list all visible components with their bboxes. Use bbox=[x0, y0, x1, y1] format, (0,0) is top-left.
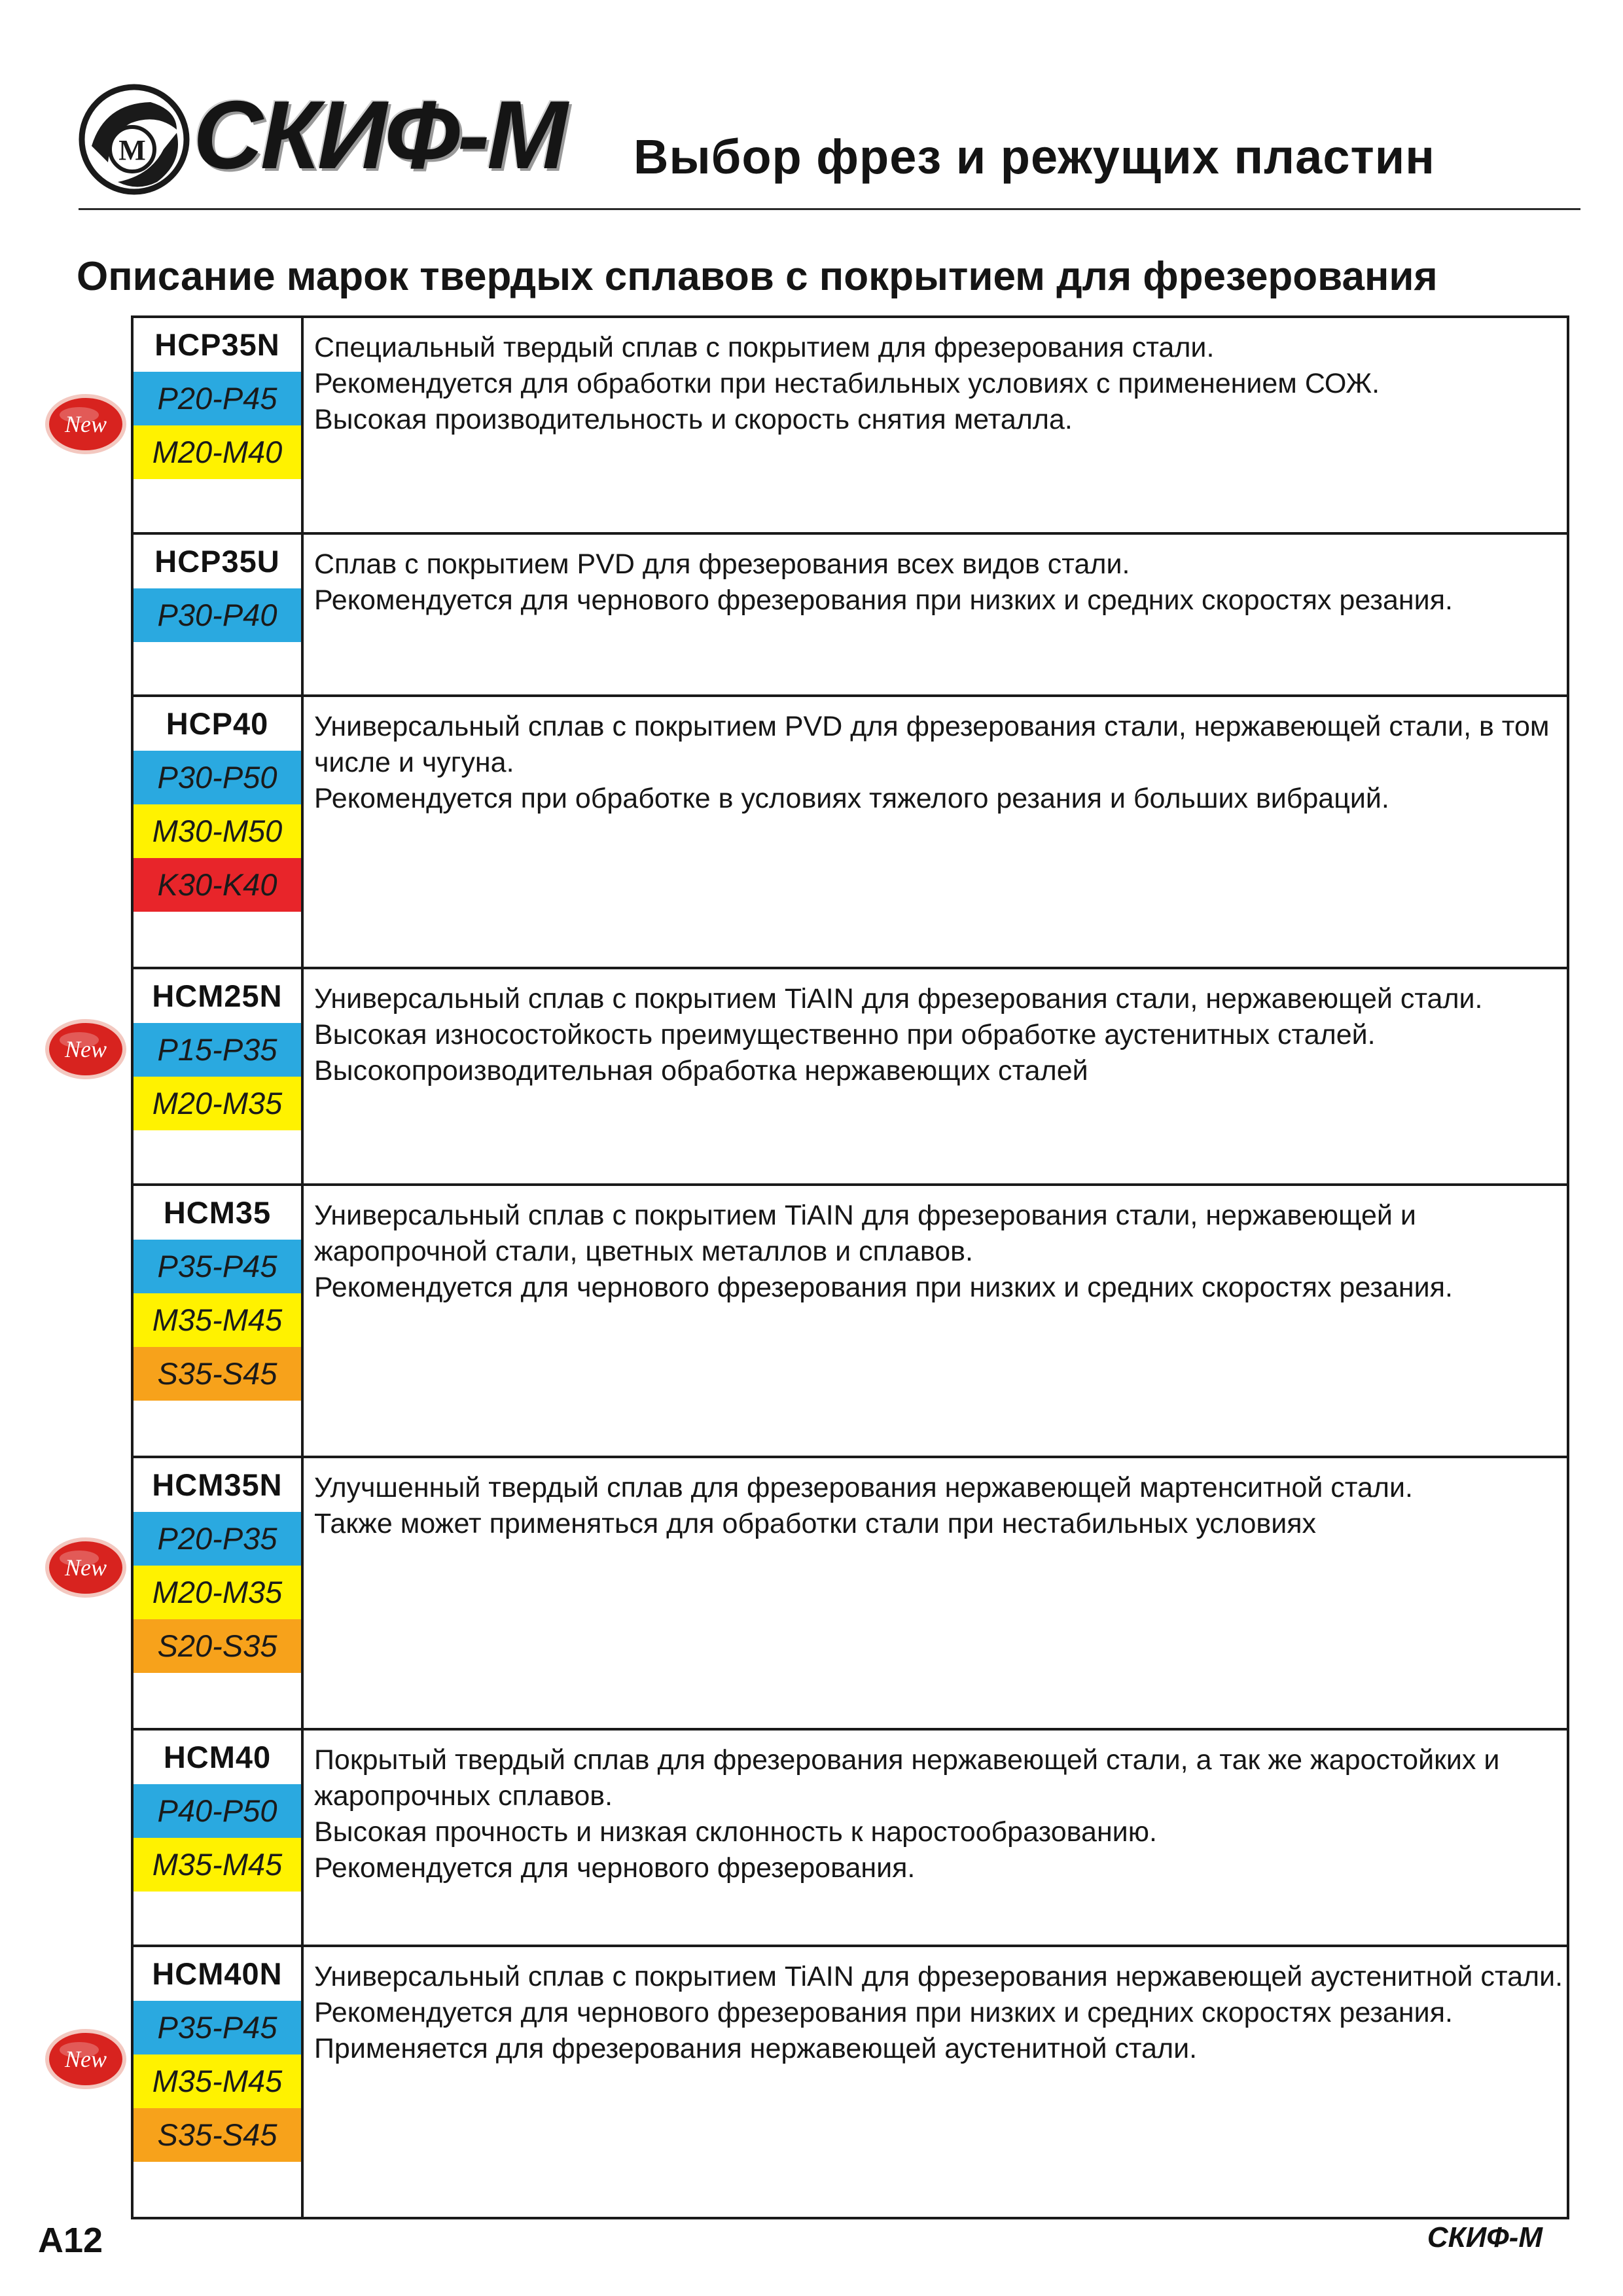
iso-range-p: P15-P35 bbox=[134, 1023, 301, 1077]
description-line: Универсальный сплав с покрытием TiAIN для фрезерования стали, нержавеющей стали. bbox=[314, 983, 1483, 1014]
description-line: Универсальный сплав с покрытием TiAIN для фрезерования стали, нержавеющей и жаропрочной стали, цветных металлов и сплавов. bbox=[314, 1200, 1416, 1267]
iso-range-m: M20-M35 bbox=[134, 1566, 301, 1619]
description-line: Рекомендуется для чернового фрезерования при низких и средних скоростях резания. bbox=[314, 1272, 1453, 1303]
page-number: A12 bbox=[38, 2221, 103, 2260]
description-line: Универсальный сплав с покрытием TiAIN для фрезерования нержавеющей аустенитной стали. Рекомендуется для чернового фрезерования при низких и средних скоростях резания. Применяется для фрезерования нержавеющей аустенитной стали. bbox=[314, 1961, 1563, 2064]
description-line: Рекомендуется при обработке в условиях тяжелого резания и больших вибраций. bbox=[314, 783, 1389, 814]
description-line: Покрытый твердый сплав для фрезерования нержавеющей стали, а так же жаростойких и жаропрочных сплавов. bbox=[314, 1744, 1500, 1812]
description-line: Рекомендуется для чернового фрезерования. bbox=[314, 1852, 916, 1884]
grade-name: HCP35U bbox=[154, 544, 280, 579]
grade-column bbox=[134, 1186, 304, 1456]
logo-emblem-icon bbox=[79, 84, 190, 195]
grade-description bbox=[304, 1186, 1567, 1456]
description-line: Улучшенный твердый сплав для фрезерования нержавеющей мартенситной стали. bbox=[314, 1472, 1413, 1503]
logo-emblem-letter: М bbox=[118, 134, 146, 166]
iso-range-p: P20-P45 bbox=[134, 372, 301, 425]
new-badge-label: New bbox=[64, 411, 107, 437]
iso-range-m: M20-M35 bbox=[134, 1077, 301, 1130]
grade-description bbox=[304, 1458, 1567, 1728]
grade-column bbox=[134, 969, 304, 1183]
description-line: Высокая производительность и скорость снятия металла. bbox=[314, 404, 1073, 435]
grade-description bbox=[304, 535, 1567, 694]
grade-row bbox=[134, 969, 1567, 1186]
iso-range-p: P30-P40 bbox=[134, 588, 301, 642]
iso-range-p: P40-P50 bbox=[134, 1784, 301, 1838]
iso-range-p: P35-P45 bbox=[134, 2001, 301, 2054]
description-line: Также может применяться для обработки стали при нестабильных условиях bbox=[314, 1508, 1317, 1539]
new-badge-label: New bbox=[64, 2046, 107, 2072]
grade-column bbox=[134, 535, 304, 694]
grade-row bbox=[134, 1186, 1567, 1458]
grade-row bbox=[134, 697, 1567, 969]
description-line: Сплав с покрытием PVD для фрезерования всех видов стали. bbox=[314, 548, 1130, 580]
iso-range-s: S35-S45 bbox=[134, 1347, 301, 1401]
iso-range-s: S35-S45 bbox=[134, 2108, 301, 2162]
grade-row bbox=[134, 318, 1567, 535]
description-line: Высокая износостойкость преимущественно при обработке аустенитных сталей. bbox=[314, 1019, 1376, 1050]
new-badge-label: New bbox=[64, 1554, 107, 1581]
new-badge-icon bbox=[43, 1016, 128, 1082]
iso-range-k: K30-K40 bbox=[134, 858, 301, 912]
section-title: Описание марок твердых сплавов с покрытием для фрезерования bbox=[77, 254, 1438, 299]
new-badge-label: New bbox=[64, 1036, 107, 1062]
grade-description bbox=[304, 1731, 1567, 1945]
iso-range-p: P20-P35 bbox=[134, 1512, 301, 1566]
description-line: Рекомендуется для обработки при нестабильных условиях с применением СОЖ. bbox=[314, 368, 1380, 399]
iso-range-m: M20-M40 bbox=[134, 425, 301, 479]
description-line: Высокопроизводительная обработка нержавеющих сталей bbox=[314, 1055, 1088, 1086]
new-badge-icon bbox=[43, 391, 128, 457]
footer-brand: СКИФ-М bbox=[1427, 2221, 1543, 2253]
grade-description bbox=[304, 1947, 1567, 2217]
grade-row bbox=[134, 1458, 1567, 1731]
grades-table bbox=[131, 315, 1569, 2219]
new-badge-icon bbox=[43, 1535, 128, 1600]
description-line: Высокая прочность и низкая склонность к наростообразованию. bbox=[314, 1816, 1157, 1848]
grade-description bbox=[304, 697, 1567, 967]
description-line: Универсальный сплав с покрытием PVD для фрезерования стали, нержавеющей стали, в том числе и чугуна. bbox=[314, 711, 1550, 778]
grade-row bbox=[134, 1731, 1567, 1947]
iso-range-m: M30-M50 bbox=[134, 804, 301, 858]
iso-range-m: M35-M45 bbox=[134, 2054, 301, 2108]
grade-name: HCP40 bbox=[166, 706, 269, 741]
grade-name: HCM40N bbox=[152, 1956, 283, 1991]
grade-column bbox=[134, 697, 304, 967]
iso-range-m: M35-M45 bbox=[134, 1838, 301, 1892]
description-line: Рекомендуется для чернового фрезерования при низких и средних скоростях резания. bbox=[314, 584, 1453, 616]
iso-range-p: P35-P45 bbox=[134, 1240, 301, 1293]
grade-name: HCM35N bbox=[152, 1467, 283, 1502]
grade-column bbox=[134, 1947, 304, 2217]
grade-description bbox=[304, 318, 1567, 532]
description-line: Специальный твердый сплав с покрытием для фрезерования стали. bbox=[314, 332, 1215, 363]
iso-range-m: M35-M45 bbox=[134, 1293, 301, 1347]
grade-row bbox=[134, 1947, 1567, 2217]
grade-name: HCM40 bbox=[163, 1740, 272, 1774]
logo-wordmark: СКИФ-М bbox=[193, 81, 565, 189]
iso-range-p: P30-P50 bbox=[134, 751, 301, 804]
company-logo bbox=[79, 81, 602, 195]
grade-description bbox=[304, 969, 1567, 1183]
grade-name: HCM25N bbox=[152, 978, 283, 1013]
grade-name: HCM35 bbox=[163, 1195, 272, 1230]
grade-column bbox=[134, 318, 304, 532]
grade-name: HCP35N bbox=[154, 327, 280, 362]
grade-column bbox=[134, 1458, 304, 1728]
header-divider bbox=[79, 208, 1580, 210]
new-badge-icon bbox=[43, 2026, 128, 2092]
grade-column bbox=[134, 1731, 304, 1945]
iso-range-s: S20-S35 bbox=[134, 1619, 301, 1673]
page-header-title: Выбор фрез и режущих пластин bbox=[633, 130, 1435, 184]
grade-row bbox=[134, 535, 1567, 697]
